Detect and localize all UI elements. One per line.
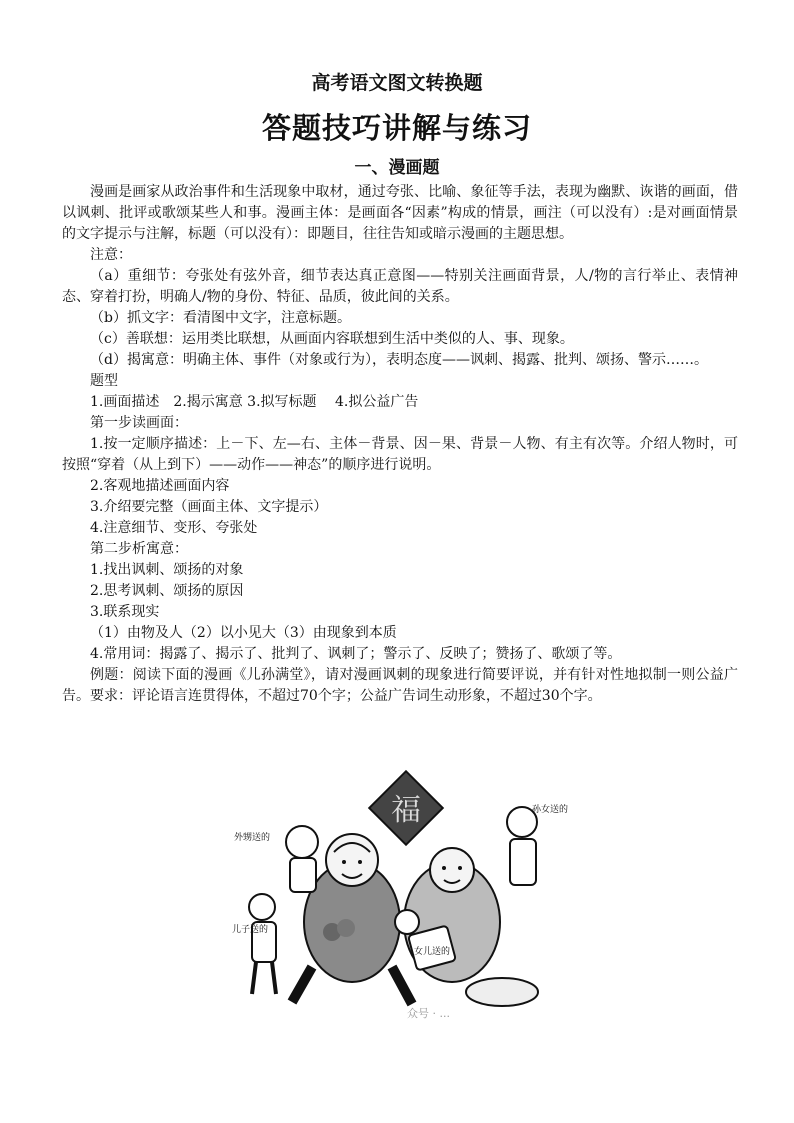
label-waisheng: 外甥送的: [234, 833, 271, 843]
paragraph-step2-item2: 2.思考讽刺、颂扬的原因: [90, 583, 244, 599]
paragraph-note-a: （a）重细节：夸张处有弦外音，细节表达真正意图——特别关注画面背景，人/物的言行举止、表情神态、穿着打扮，明确人/物的身份、特征、品质，彼此间的关系。: [62, 268, 738, 305]
label-sunnv: 孙女送的: [532, 805, 569, 815]
paragraph-step2-heading: 第二步析寓意：: [90, 541, 188, 557]
paragraph-step2-item1: 1.找出讽刺、颂扬的对象: [90, 562, 244, 578]
paragraph-question-types-heading: 题型: [90, 373, 118, 389]
label-erzi: 儿子送的: [232, 925, 269, 935]
paragraph-note-heading: 注意：: [90, 247, 132, 263]
paragraph-step1-item2: 2.客观地描述画面内容: [90, 478, 230, 494]
fu-diamond: [369, 771, 443, 845]
robot-left-top: [286, 826, 318, 892]
paragraph-step1-item3: 3.介绍要完整（画面主体、文字提示）: [90, 499, 328, 515]
document-subtitle: 高考语文图文转换题: [311, 72, 483, 94]
paragraph-question-types: 1.画面描述 2.揭示寓意 3.拟写标题 4.拟公益广告: [90, 394, 419, 410]
paragraph-example: 例题：阅读下面的漫画《儿孙满堂》，请对漫画讽刺的现象进行简要评说，并有针对性地拟制一则公益广告。要求：评论语言连贯得体，不超过70个字；公益广告词生动形象，不超过30个字。: [62, 667, 738, 704]
paragraph-note-b: （b）抓文字：看清图中文字，注意标题。: [90, 310, 351, 326]
paragraph-step2-item4: 4.常用词：揭露了、揭示了、批判了、讽刺了；警示了、反映了；赞扬了、歌颂了等。: [90, 646, 622, 662]
robot-right: [507, 807, 537, 885]
document-body: [62, 182, 738, 707]
document-title: 答题技巧讲解与练习: [261, 111, 532, 145]
fu-character: 福: [391, 793, 421, 828]
cartoon-illustration: [232, 772, 569, 1022]
paragraph-step1-heading: 第一步读画面：: [90, 415, 188, 431]
watermark: 众号 · ...: [407, 1007, 450, 1020]
paragraph-note-d: （d）揭寓意：明确主体、事件（对象或行为），表明态度——讽刺、揭露、批判、颂扬、警示……。: [90, 352, 708, 368]
paragraph-intro: 漫画是画家从政治事件和生活现象中取材，通过夸张、比喻、象征等手法，表现为幽默、诙谐的画面，借以讽刺、批评或歌颂某些人和事。漫画主体：是画面各“因素”构成的情景，画注（可以没有）:是对画面情景的文字提示与注解，标题（可以没有）：即题目，往往告知或暗示漫画的主题思想。: [62, 184, 738, 242]
robot-sign-label: 女儿送的: [413, 947, 451, 957]
section-heading: 一、漫画题: [354, 158, 440, 178]
paragraph-step2-subitems: （1）由物及人（2）以小见大（3）由现象到本质: [90, 625, 397, 641]
paragraph-note-c: （c）善联想：运用类比联想，从画面内容联想到生活中类似的人、事、现象。: [90, 331, 574, 347]
paragraph-step2-item3: 3.联系现实: [90, 604, 160, 620]
paragraph-step1-item4: 4.注意细节、变形、夸张处: [90, 520, 258, 536]
robot-left-bottom: [249, 894, 276, 994]
paragraph-step1-item1: 1.按一定顺序描述：上－下、左—右、主体－背景、因－果、背景－人物、有主有次等。介绍人物时，可按照“穿着（从上到下）——动作——神态”的顺序进行说明。: [62, 436, 738, 473]
